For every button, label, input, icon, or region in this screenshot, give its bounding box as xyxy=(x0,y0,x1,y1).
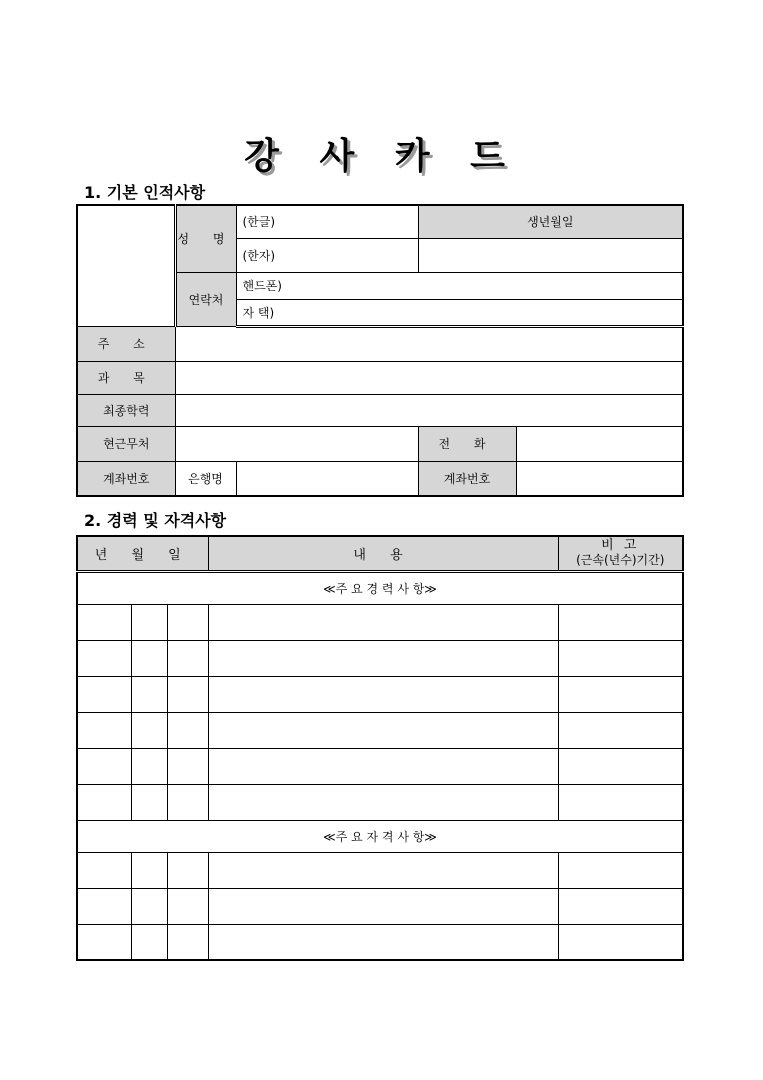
content-cell[interactable] xyxy=(208,924,558,960)
month-cell[interactable] xyxy=(131,640,167,676)
month-cell[interactable] xyxy=(131,676,167,712)
table-row xyxy=(77,712,683,748)
table-row xyxy=(77,888,683,924)
section-heading-career: 2. 경력 및 자격사항 xyxy=(84,511,227,530)
section-heading-basic-info: 1. 기본 인적사항 xyxy=(84,183,206,202)
account-number-field[interactable] xyxy=(516,461,683,496)
remark-cell[interactable] xyxy=(558,712,683,748)
content-cell[interactable] xyxy=(208,888,558,924)
remark-header xyxy=(558,536,683,571)
table-row xyxy=(77,604,683,640)
year-cell[interactable] xyxy=(77,852,131,888)
day-cell[interactable] xyxy=(167,712,208,748)
career-section-title: ≪주 요 경 력 사 항≫ xyxy=(77,571,683,604)
content-cell[interactable] xyxy=(208,676,558,712)
name-hanja-field[interactable]: (한자) xyxy=(236,238,418,272)
content-cell[interactable] xyxy=(208,852,558,888)
year-cell[interactable] xyxy=(77,924,131,960)
month-cell[interactable] xyxy=(131,888,167,924)
remark-title: 비 고 xyxy=(601,538,640,554)
contact-label: 연락처 xyxy=(175,272,236,326)
day-cell[interactable] xyxy=(167,852,208,888)
day-cell[interactable] xyxy=(167,748,208,784)
month-cell[interactable] xyxy=(131,784,167,820)
subject-field[interactable] xyxy=(175,361,683,394)
month-cell[interactable] xyxy=(131,712,167,748)
year-cell[interactable] xyxy=(77,888,131,924)
remark-cell[interactable] xyxy=(558,888,683,924)
career-table xyxy=(76,535,684,961)
month-cell[interactable] xyxy=(131,604,167,640)
remark-cell[interactable] xyxy=(558,852,683,888)
year-cell[interactable] xyxy=(77,676,131,712)
table-row xyxy=(77,924,683,960)
year-cell[interactable] xyxy=(77,784,131,820)
education-field[interactable] xyxy=(175,394,683,426)
content-cell[interactable] xyxy=(208,712,558,748)
phone-label: 전 화 xyxy=(418,426,516,461)
day-cell[interactable] xyxy=(167,640,208,676)
content-cell[interactable] xyxy=(208,604,558,640)
table-row xyxy=(77,676,683,712)
year-cell[interactable] xyxy=(77,640,131,676)
remark-cell[interactable] xyxy=(558,676,683,712)
table-row xyxy=(77,640,683,676)
mobile-field[interactable]: 핸드폰) xyxy=(236,272,683,299)
account-number-label: 계좌번호 xyxy=(418,461,516,496)
basic-info-table xyxy=(76,204,684,497)
day-cell[interactable] xyxy=(167,784,208,820)
content-cell[interactable] xyxy=(208,640,558,676)
workplace-label: 현근무처 xyxy=(77,426,175,461)
bank-name-label: 은행명 xyxy=(175,461,236,496)
day-cell[interactable] xyxy=(167,888,208,924)
day-cell[interactable] xyxy=(167,604,208,640)
table-row xyxy=(77,748,683,784)
content-cell[interactable] xyxy=(208,748,558,784)
subject-label: 과 목 xyxy=(77,361,175,394)
home-phone-field[interactable]: 자 택) xyxy=(236,299,683,326)
month-cell[interactable] xyxy=(131,924,167,960)
remark-cell[interactable] xyxy=(558,640,683,676)
address-field[interactable] xyxy=(175,326,683,361)
year-cell[interactable] xyxy=(77,604,131,640)
photo-area[interactable] xyxy=(77,205,175,326)
remark-cell[interactable] xyxy=(558,604,683,640)
education-label: 최종학력 xyxy=(77,394,175,426)
month-cell[interactable] xyxy=(131,852,167,888)
workplace-field[interactable] xyxy=(175,426,418,461)
name-label: 성 명 xyxy=(175,205,236,272)
day-cell[interactable] xyxy=(167,924,208,960)
table-row xyxy=(77,852,683,888)
bank-name-field[interactable] xyxy=(236,461,418,496)
page-title: 강 사 카 드 xyxy=(244,136,519,177)
table-row xyxy=(77,784,683,820)
day-cell[interactable] xyxy=(167,676,208,712)
remark-subtitle: (근속(년수)기간) xyxy=(576,553,665,568)
year-cell[interactable] xyxy=(77,712,131,748)
content-header: 내 용 xyxy=(208,536,558,571)
year-cell[interactable] xyxy=(77,748,131,784)
name-korean-field[interactable]: (한글) xyxy=(236,205,418,238)
remark-cell[interactable] xyxy=(558,924,683,960)
cert-section-title: ≪주 요 자 격 사 항≫ xyxy=(77,820,683,852)
address-label: 주 소 xyxy=(77,326,175,361)
birth-date-label: 생년월일 xyxy=(418,205,683,238)
account-label: 계좌번호 xyxy=(77,461,175,496)
content-cell[interactable] xyxy=(208,784,558,820)
remark-cell[interactable] xyxy=(558,784,683,820)
phone-field[interactable] xyxy=(516,426,683,461)
month-cell[interactable] xyxy=(131,748,167,784)
birth-date-field[interactable] xyxy=(418,238,683,272)
date-header: 년 월 일 xyxy=(77,536,208,571)
remark-cell[interactable] xyxy=(558,748,683,784)
